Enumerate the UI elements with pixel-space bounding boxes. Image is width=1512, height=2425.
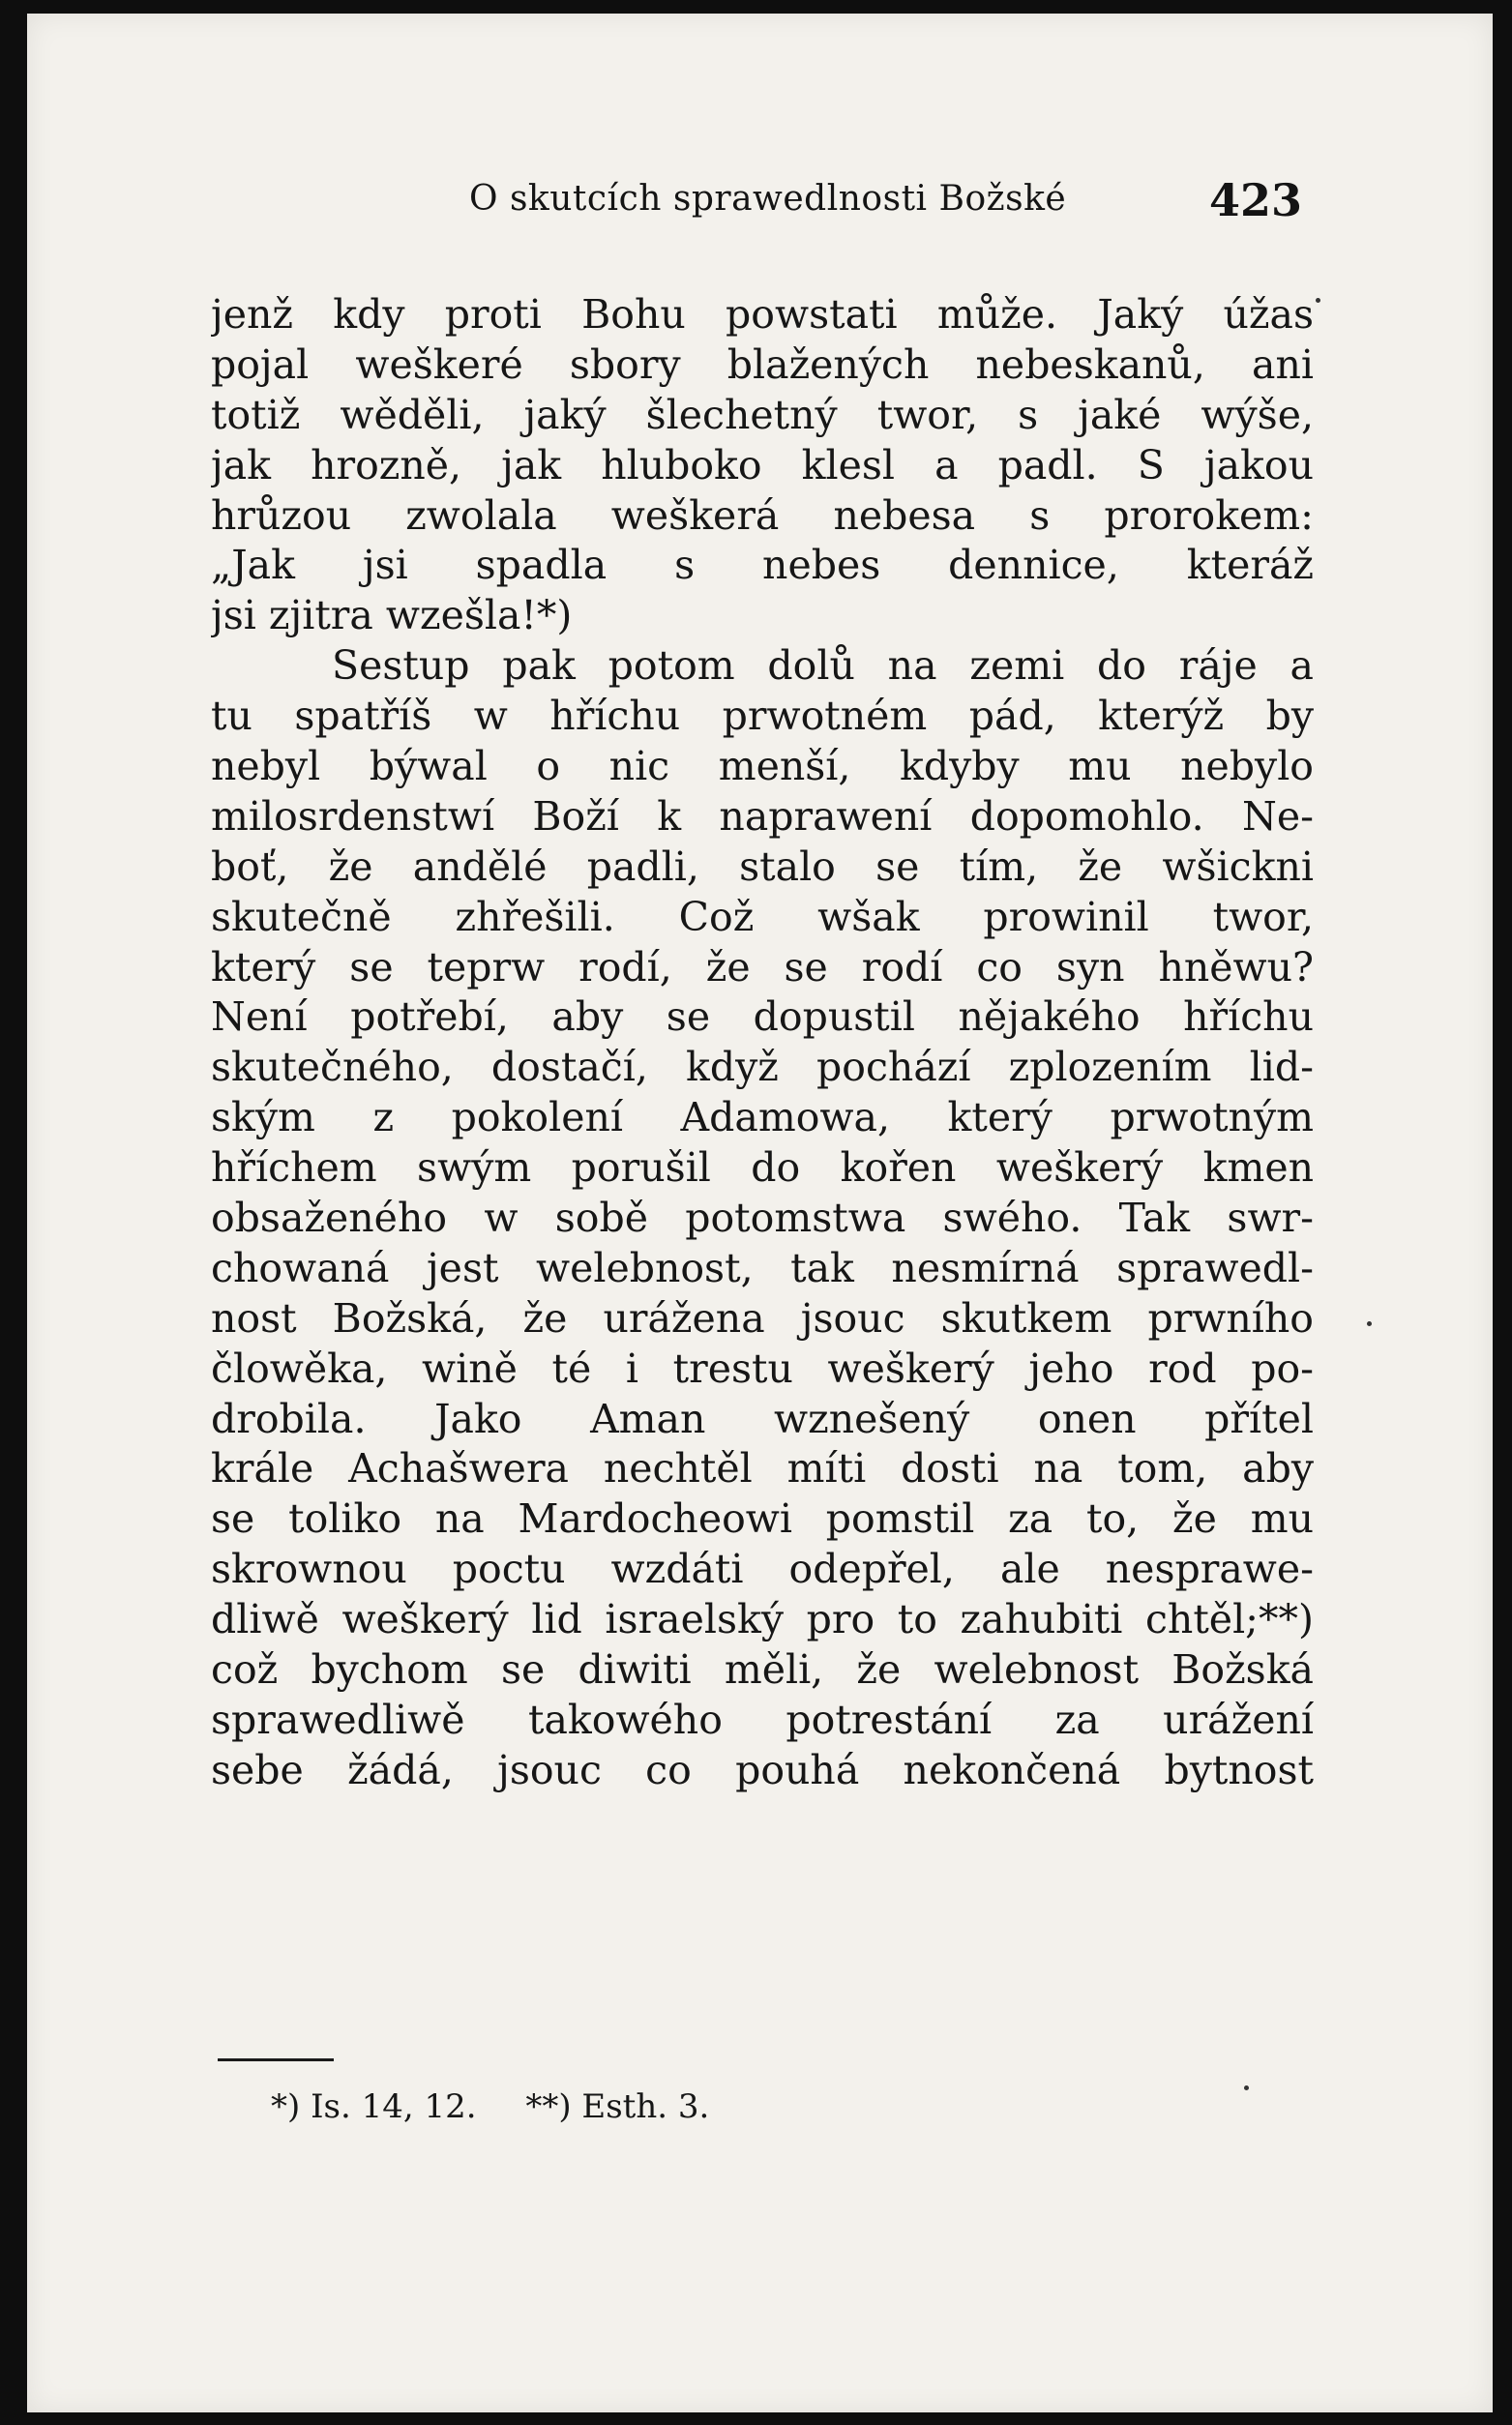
text-line: tu spatříš w hříchu prwotném pád, kterýž by: [211, 693, 1314, 740]
text-line: nost Božská, že urážena jsouc skutkem prwního: [211, 1294, 1314, 1342]
paragraph-first-line: Sestup pak potom dolů na zemi do ráje a: [332, 642, 1314, 690]
text-line: boť, že andělé padli, stalo se tím, že wšickni: [211, 843, 1314, 890]
ink-speck: [1316, 298, 1320, 303]
ink-speck: [1367, 1321, 1372, 1326]
text-line: skutečně zhřešili. Což wšak prowinil twor,: [211, 893, 1314, 940]
footnote: **) Esth. 3.: [525, 2087, 710, 2126]
text-line: krále Achašwera nechtěl míti dosti na tom, aby: [211, 1445, 1314, 1493]
text-line: Není potřebí, aby se dopustil nějakého hříchu: [211, 993, 1314, 1041]
text-line: nebyl býwal o nic menší, kdyby mu nebylo: [211, 743, 1314, 790]
text-line: sprawedliwě takowého potrestání za urážení: [211, 1696, 1314, 1743]
text-line: hříchem swým porušil do kořen weškerý kmen: [211, 1144, 1314, 1192]
text-line: jak hrozně, jak hluboko klesl a padl. S jakou: [211, 441, 1314, 488]
text-line: člowěka, wině té i trestu weškerý jeho rod po-: [211, 1345, 1314, 1392]
ink-speck: [1244, 2085, 1249, 2090]
footnote: *) Is. 14, 12.: [271, 2087, 477, 2126]
text-line: drobila. Jako Aman wznešený onen přítel: [211, 1395, 1314, 1442]
text-line: se toliko na Mardocheowi pomstil za to, že mu: [211, 1495, 1314, 1543]
text-line: chowaná jest welebnost, tak nesmírná sprawedl-: [211, 1244, 1314, 1291]
footnotes: [271, 2087, 748, 2126]
text-line: jsi zjitra wzešla!*): [211, 592, 573, 639]
text-line: hrůzou zwolala weškerá nebesa s prorokem:: [211, 491, 1314, 539]
footnote-rule: [218, 2058, 334, 2061]
page-number: 423: [1208, 174, 1302, 226]
text-line: dliwě weškerý lid israelský pro to zahubiti chtěl;**): [211, 1596, 1314, 1643]
text-line: „Jak jsi spadla s nebes dennice, kteráž: [211, 542, 1314, 589]
text-line: skrownou poctu wzdáti odepřel, ale nesprawe-: [211, 1546, 1314, 1593]
text-line: sebe žádá, jsouc co pouhá nekončená bytnost: [211, 1746, 1314, 1793]
text-line: totiž wěděli, jaký šlechetný twor, s jaké wýše,: [211, 391, 1314, 438]
text-line: který se teprw rodí, že se rodí co syn hněwu?: [211, 943, 1314, 991]
text-line: obsaženého w sobě potomstwa swého. Tak swr-: [211, 1195, 1314, 1242]
body-text: [211, 290, 1314, 1796]
text-line: což bychom se diwiti měli, že welebnost Božská: [211, 1646, 1314, 1694]
text-line: milosrdenstwí Boží k naprawení dopomohlo. Ne-: [211, 792, 1314, 840]
text-line: skutečného, dostačí, když pochází zplozením lid-: [211, 1044, 1314, 1091]
text-line: ským z pokolení Adamowa, který prwotným: [211, 1094, 1314, 1141]
running-head: O skutcích sprawedlnosti Božské: [469, 179, 1067, 219]
text-line: jenž kdy proti Bohu powstati může. Jaký úžas: [211, 291, 1314, 338]
text-line: pojal weškeré sbory blažených nebeskanů, ani: [211, 340, 1314, 388]
